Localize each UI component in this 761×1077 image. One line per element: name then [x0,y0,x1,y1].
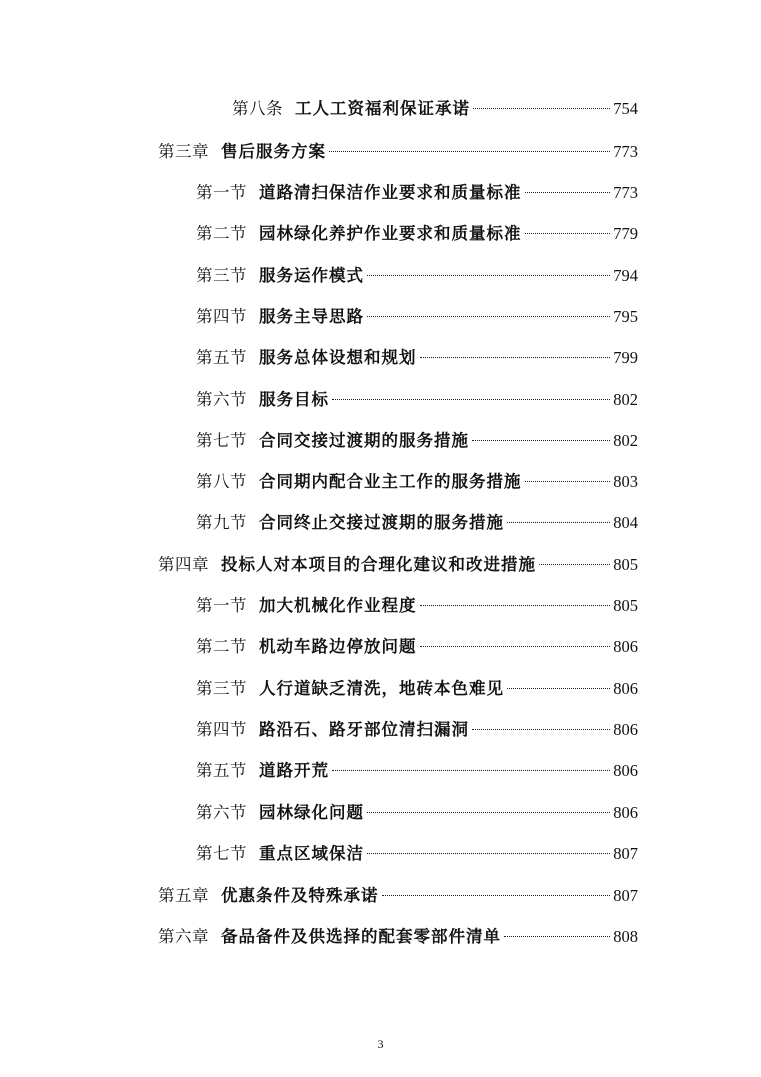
dot-leader [525,192,611,193]
dot-leader [382,895,611,896]
toc-entry-page: 806 [613,637,638,656]
dot-leader [367,316,610,317]
dot-leader [420,357,611,358]
toc-entry[interactable] [196,715,638,745]
dot-leader [472,729,610,730]
toc-entry[interactable] [232,94,638,124]
toc-entry[interactable] [196,508,638,538]
toc-entry-page: 754 [613,99,638,118]
dot-leader [367,812,610,813]
toc-entry-label: 第九节 [196,513,247,532]
toc-entry-page: 804 [613,513,638,532]
toc-entry-page: 806 [613,803,638,822]
toc-entry-page: 803 [613,472,638,491]
toc-entry[interactable] [196,591,638,621]
dot-leader [507,522,610,523]
toc-entry-page: 806 [613,720,638,739]
toc-entry[interactable] [196,178,638,208]
toc-entry-label: 第七节 [196,844,247,863]
toc-entry[interactable] [196,426,638,456]
toc-entry-title: 服务目标 [259,390,329,409]
toc-entry-title: 合同期内配合业主工作的服务措施 [259,472,522,491]
toc-entry-label: 第四节 [196,307,247,326]
toc-entry-label: 第六章 [158,927,209,946]
dot-leader [329,151,610,152]
toc-entry-page: 805 [613,555,638,574]
dot-leader [473,108,610,109]
toc-entry-page: 807 [613,886,638,905]
toc-entry[interactable] [158,137,638,167]
toc-entry-page: 773 [613,142,638,161]
toc-entry-title: 园林绿化问题 [259,803,364,822]
toc-entry[interactable] [158,550,638,580]
dot-leader [332,399,610,400]
toc-entry-title: 重点区域保洁 [259,844,364,863]
toc-entry-title: 服务主导思路 [259,307,364,326]
toc-entry[interactable] [196,674,638,704]
dot-leader [525,233,611,234]
toc-entry-title: 合同交接过渡期的服务措施 [259,431,469,450]
toc-entry-label: 第二节 [196,224,247,243]
dot-leader [332,770,610,771]
toc-entry-page: 795 [613,307,638,326]
toc-entry-title: 售后服务方案 [221,142,326,161]
toc-entry[interactable] [196,798,638,828]
page-number: 3 [377,1037,384,1051]
toc-entry[interactable] [196,839,638,869]
toc-entry-page: 808 [613,927,638,946]
toc-entry-label: 第二节 [196,637,247,656]
toc-entry[interactable] [196,261,638,291]
toc-entry-page: 807 [613,844,638,863]
toc-entry-title: 优惠条件及特殊承诺 [221,886,379,905]
toc-entry-title: 工人工资福利保证承诺 [295,99,470,118]
toc-entry-title: 道路清扫保洁作业要求和质量标准 [259,183,522,202]
toc-entry-page: 773 [613,183,638,202]
toc-entry-page: 802 [613,390,638,409]
dot-leader [420,605,611,606]
toc-entry-page: 806 [613,679,638,698]
toc-entry-title: 机动车路边停放问题 [259,637,417,656]
toc-entry-title: 路沿石、路牙部位清扫漏洞 [259,720,469,739]
dot-leader [507,688,610,689]
toc-entry-label: 第一节 [196,183,247,202]
toc-entry-label: 第八条 [232,99,283,118]
toc-entry-label: 第四节 [196,720,247,739]
toc-entry[interactable] [196,302,638,332]
toc-entry-title: 投标人对本项目的合理化建议和改进措施 [221,555,536,574]
toc-entry[interactable] [196,756,638,786]
toc-entry-title: 人行道缺乏清洗，地砖本色难见 [259,679,504,698]
toc-entry-label: 第三节 [196,679,247,698]
toc-entry-label: 第七节 [196,431,247,450]
dot-leader [420,646,611,647]
dot-leader [539,564,610,565]
toc-entry-label: 第六节 [196,803,247,822]
toc-entry-page: 802 [613,431,638,450]
toc-entry-label: 第五章 [158,886,209,905]
dot-leader [504,936,610,937]
toc-entry-title: 备品备件及供选择的配套零部件清单 [221,927,501,946]
toc-entry[interactable] [196,467,638,497]
dot-leader [367,853,610,854]
dot-leader [367,275,610,276]
toc-entry-page: 794 [613,266,638,285]
toc-entry-label: 第一节 [196,596,247,615]
toc-entry-label: 第三节 [196,266,247,285]
toc-entry[interactable] [158,881,638,911]
toc-entry-page: 799 [613,348,638,367]
toc-entry-page: 805 [613,596,638,615]
toc-entry-label: 第三章 [158,142,209,161]
toc-entry-title: 加大机械化作业程度 [259,596,417,615]
toc-entry-title: 服务总体设想和规划 [259,348,417,367]
toc-entry-title: 园林绿化养护作业要求和质量标准 [259,224,522,243]
toc-entry-label: 第六节 [196,390,247,409]
dot-leader [525,481,611,482]
toc-entry[interactable] [196,343,638,373]
toc-entry[interactable] [196,632,638,662]
toc-entry-label: 第五节 [196,761,247,780]
toc-entry-label: 第五节 [196,348,247,367]
toc-entry-title: 道路开荒 [259,761,329,780]
toc-entry[interactable] [158,922,638,952]
dot-leader [472,440,610,441]
toc-entry[interactable] [196,385,638,415]
toc-entry-title: 服务运作模式 [259,266,364,285]
toc-entry-label: 第四章 [158,555,209,574]
toc-entry[interactable] [196,219,638,249]
toc-entry-page: 779 [613,224,638,243]
toc-entry-label: 第八节 [196,472,247,491]
toc-entry-page: 806 [613,761,638,780]
toc-entry-title: 合同终止交接过渡期的服务措施 [259,513,504,532]
